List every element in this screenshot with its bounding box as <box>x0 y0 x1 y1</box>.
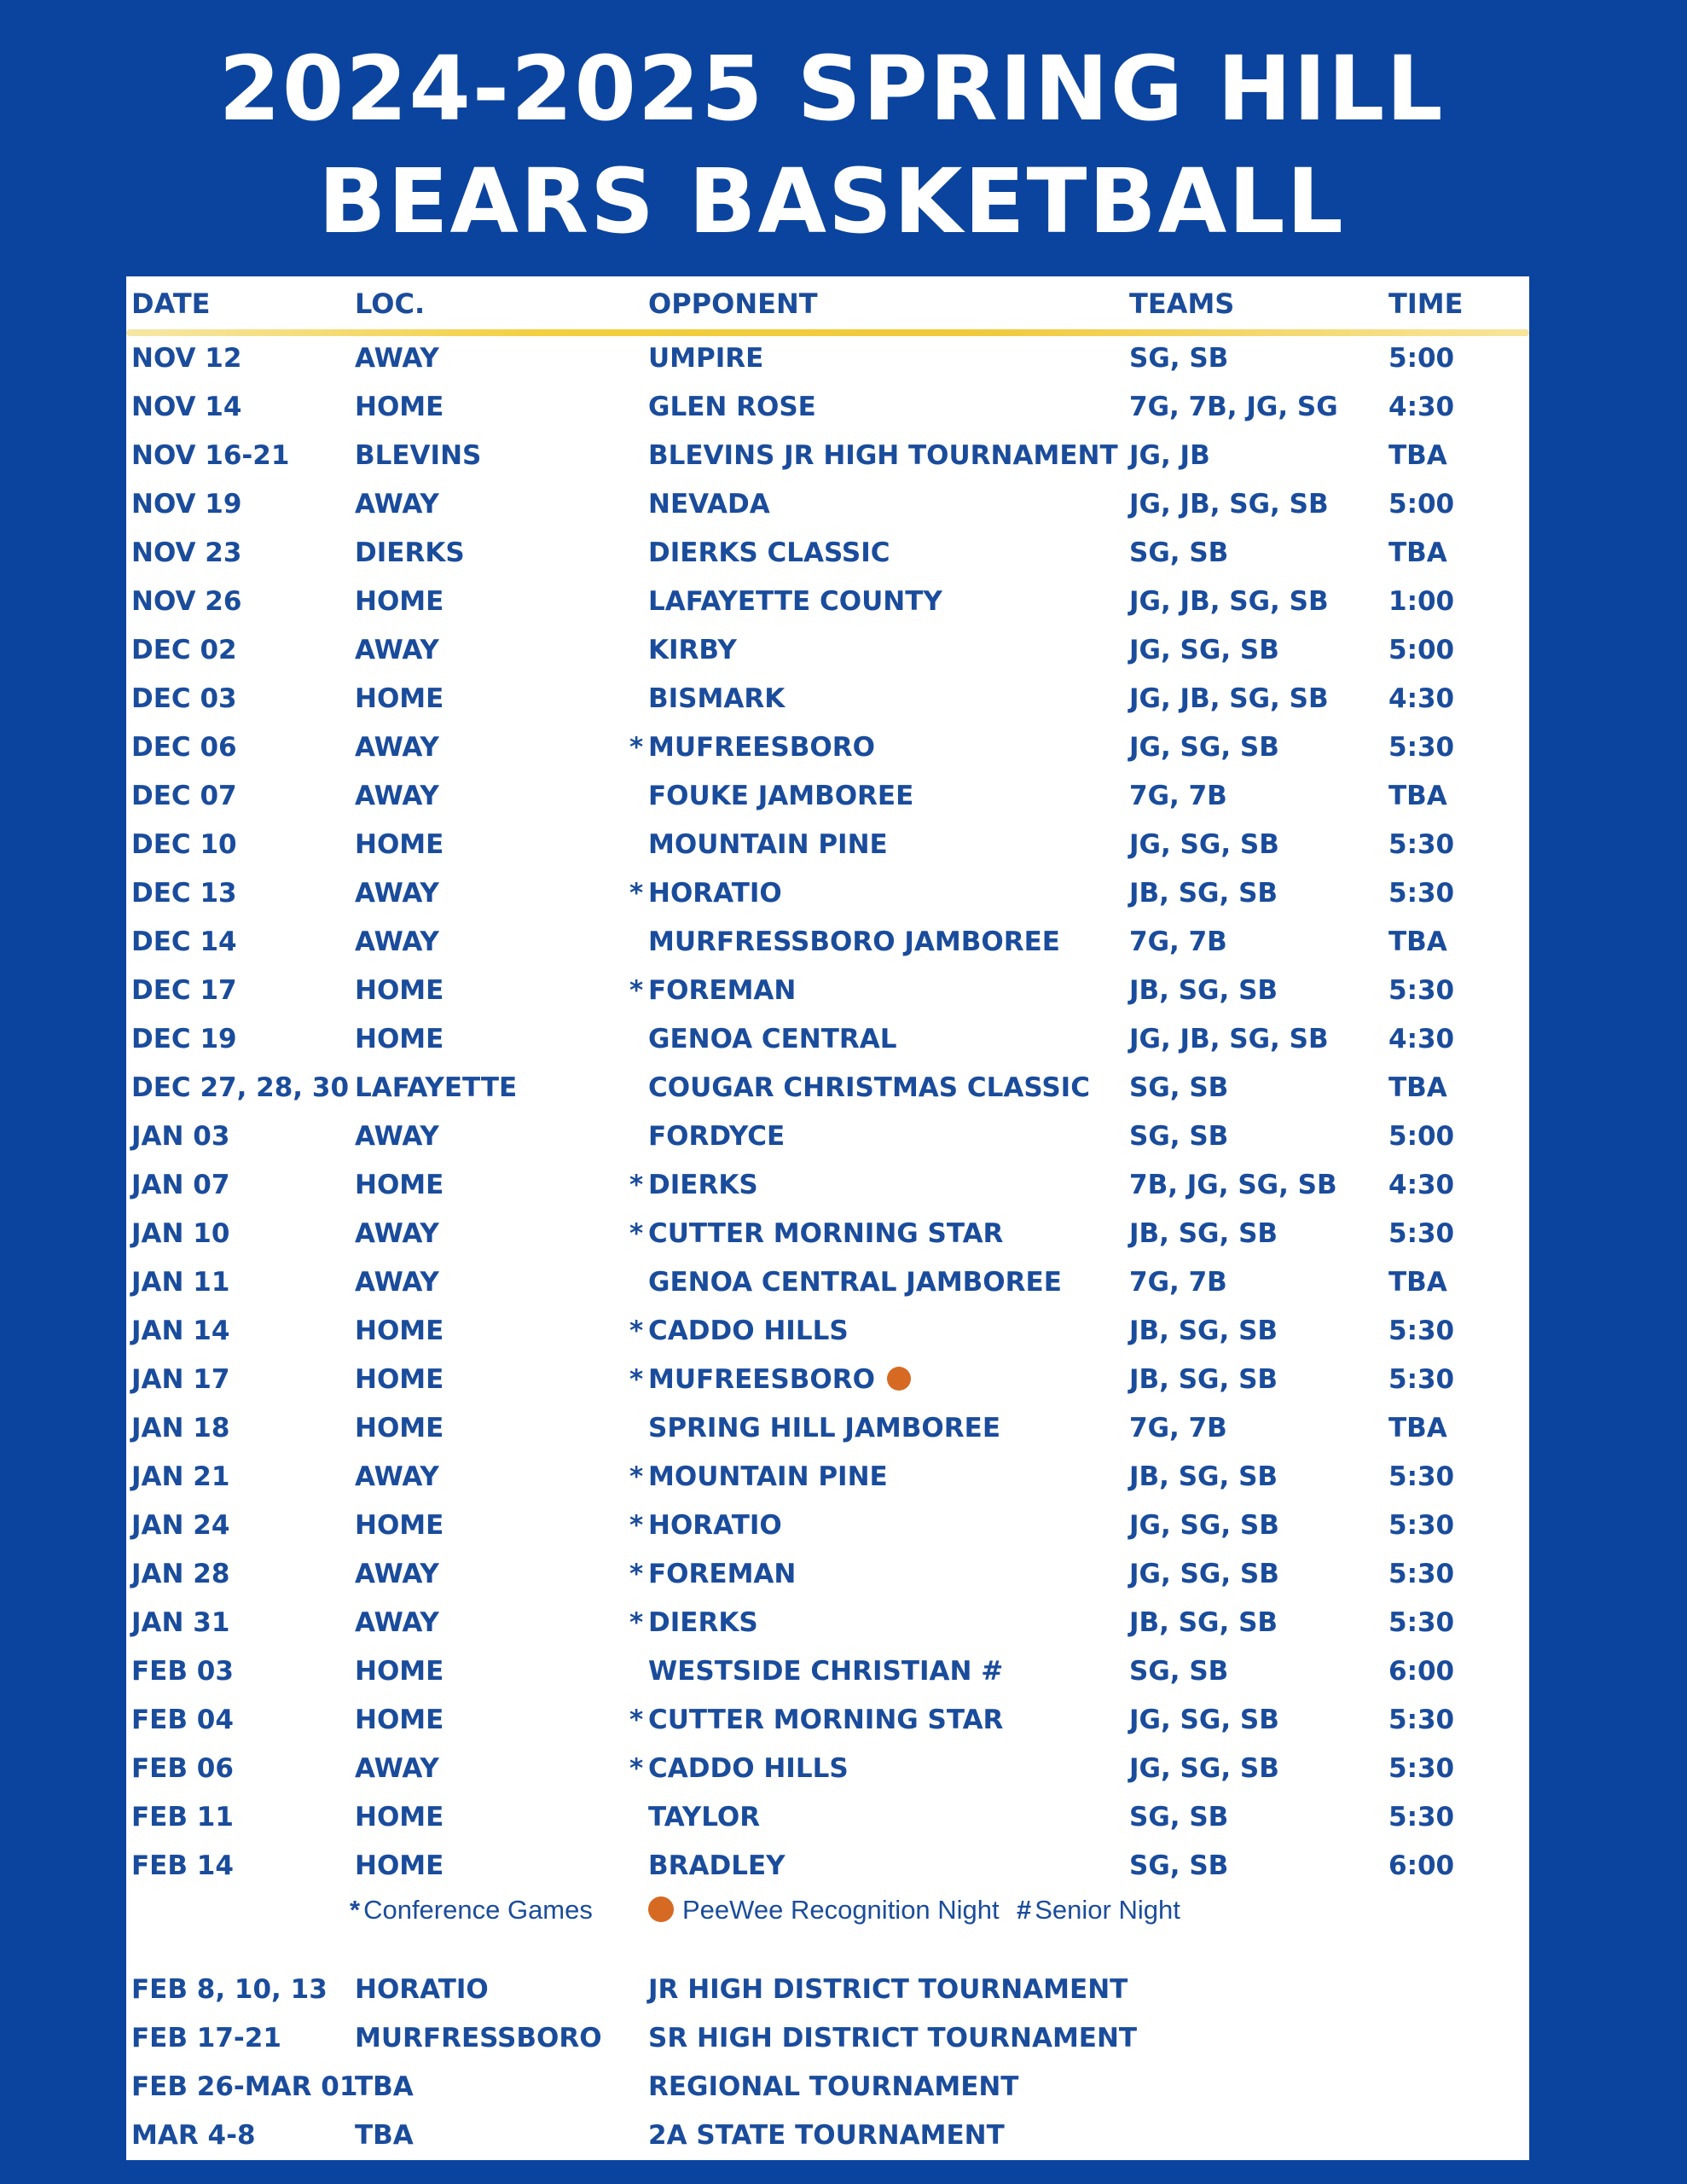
table-row <box>126 918 1529 967</box>
tournament-date: FEB 8, 10, 13 <box>131 1974 328 2005</box>
conference-mark: * <box>629 1559 644 1589</box>
conference-mark: * <box>629 878 644 909</box>
game-location: AWAY <box>355 1267 439 1298</box>
tournament-location: MURFRESSBORO <box>355 2023 602 2053</box>
game-date: NOV 12 <box>131 343 242 374</box>
game-opponent <box>629 1696 1003 1745</box>
table-row <box>126 334 1529 383</box>
game-location: AWAY <box>355 1559 439 1589</box>
game-teams: SG, SB <box>1129 343 1229 374</box>
game-opponent-name: KIRBY <box>648 635 737 665</box>
conference-mark: * <box>629 1364 644 1395</box>
game-location: BLEVINS <box>355 440 482 471</box>
game-time: 5:30 <box>1388 1753 1455 1784</box>
game-time: 5:30 <box>1388 732 1455 763</box>
game-opponent-name: MUFREESBORO <box>648 732 875 763</box>
game-date: JAN 14 <box>131 1316 230 1346</box>
table-row <box>126 1550 1529 1599</box>
game-time: 5:00 <box>1388 1121 1455 1152</box>
game-date: DEC 13 <box>131 878 237 909</box>
game-time: 5:30 <box>1388 1559 1455 1589</box>
table-row <box>126 1745 1529 1793</box>
tournament-location: TBA <box>355 2120 414 2151</box>
table-row <box>126 967 1529 1015</box>
table-row <box>126 578 1529 626</box>
game-opponent <box>629 578 942 626</box>
game-teams: JG, SG, SB <box>1129 829 1279 860</box>
game-location: AWAY <box>355 343 439 374</box>
game-location: AWAY <box>355 781 439 811</box>
game-time: 5:30 <box>1388 829 1455 860</box>
game-location: AWAY <box>355 926 439 957</box>
game-opponent <box>629 1258 1062 1307</box>
game-location: HOME <box>355 1364 444 1395</box>
legend-peewee-label: PeeWee Recognition Night <box>682 1895 1000 1925</box>
table-row <box>126 1258 1529 1307</box>
game-time: TBA <box>1388 1267 1447 1298</box>
game-location: AWAY <box>355 732 439 763</box>
game-opponent <box>629 967 796 1015</box>
senior-mark: # <box>1017 1895 1032 1925</box>
tournament-row <box>126 2063 1529 2111</box>
game-opponent-name: FOREMAN <box>648 1559 797 1589</box>
game-opponent-name: MOUNTAIN PINE <box>648 1461 888 1492</box>
game-opponent-name: CADDO HILLS <box>648 1316 849 1346</box>
title-line-2: BEARS BASKETBALL <box>318 149 1345 253</box>
game-opponent-name: WESTSIDE CHRISTIAN # <box>648 1656 1004 1687</box>
table-row <box>126 1696 1529 1745</box>
game-location: HOME <box>355 1316 444 1346</box>
table-row <box>126 1210 1529 1258</box>
schedule-card <box>126 276 1529 2160</box>
game-opponent <box>629 1161 758 1210</box>
table-row <box>126 1599 1529 1647</box>
game-opponent-name: CUTTER MORNING STAR <box>648 1218 1004 1249</box>
game-opponent <box>629 869 782 918</box>
game-opponent <box>629 432 1118 480</box>
game-opponent <box>629 1307 849 1356</box>
game-teams: JB, SG, SB <box>1129 1461 1278 1492</box>
conference-mark: * <box>629 1316 644 1346</box>
header-location: LOC. <box>355 288 426 320</box>
game-teams: JG, SG, SB <box>1129 1705 1279 1735</box>
game-opponent <box>629 821 888 869</box>
table-row <box>126 432 1529 480</box>
game-teams: SG, SB <box>1129 1850 1229 1881</box>
game-teams: JB, SG, SB <box>1129 1607 1278 1638</box>
game-date: JAN 03 <box>131 1121 230 1152</box>
tournament-name: 2A STATE TOURNAMENT <box>648 2120 1005 2151</box>
game-opponent-name: CADDO HILLS <box>648 1753 849 1784</box>
title-line-1: 2024-2025 SPRING HILL <box>218 37 1445 141</box>
game-location: AWAY <box>355 1461 439 1492</box>
game-location: AWAY <box>355 1607 439 1638</box>
header-teams: TEAMS <box>1129 288 1235 320</box>
page-title <box>0 32 1663 258</box>
basketball-icon <box>648 1896 674 1922</box>
game-teams: JG, JB, SG, SB <box>1129 489 1329 520</box>
game-location: HOME <box>355 1413 444 1443</box>
conference-mark: * <box>629 1218 644 1249</box>
game-opponent-name: BLEVINS JR HIGH TOURNAMENT <box>648 440 1118 471</box>
table-row <box>126 383 1529 432</box>
game-date: FEB 14 <box>131 1850 234 1881</box>
game-location: AWAY <box>355 1753 439 1784</box>
game-location: HOME <box>355 975 444 1006</box>
game-time: 5:30 <box>1388 1607 1455 1638</box>
game-opponent <box>629 1599 758 1647</box>
table-row <box>126 529 1529 578</box>
game-location: HOME <box>355 1802 444 1833</box>
game-date: JAN 11 <box>131 1267 230 1298</box>
game-opponent <box>629 1793 760 1842</box>
game-date: DEC 02 <box>131 635 237 665</box>
game-date: JAN 24 <box>131 1510 230 1541</box>
game-opponent-name: FOUKE JAMBOREE <box>648 781 914 811</box>
table-row <box>126 1793 1529 1842</box>
table-row <box>126 772 1529 821</box>
game-opponent <box>629 1112 785 1161</box>
basketball-icon <box>887 1367 911 1391</box>
game-date: NOV 23 <box>131 537 242 568</box>
game-teams: JB, SG, SB <box>1129 878 1278 909</box>
table-row <box>126 869 1529 918</box>
game-teams: SG, SB <box>1129 537 1229 568</box>
legend-conference-label: Conference Games <box>363 1895 593 1925</box>
game-opponent <box>629 529 890 578</box>
game-teams: 7G, 7B <box>1129 1413 1227 1443</box>
game-opponent-name: MUFREESBORO <box>648 1364 875 1395</box>
game-teams: 7G, 7B <box>1129 781 1227 811</box>
game-time: TBA <box>1388 1413 1447 1443</box>
game-date: NOV 16-21 <box>131 440 290 471</box>
game-date: DEC 27, 28, 30 <box>131 1072 350 1103</box>
game-time: TBA <box>1388 440 1447 471</box>
conference-mark: * <box>629 1753 644 1784</box>
game-teams: JG, JB <box>1129 440 1210 471</box>
table-row <box>126 1015 1529 1064</box>
game-opponent-name: FOREMAN <box>648 975 797 1006</box>
table-row <box>126 1112 1529 1161</box>
table-row <box>126 1064 1529 1112</box>
game-date: JAN 28 <box>131 1559 230 1589</box>
game-opponent <box>629 1842 786 1891</box>
conference-mark: * <box>629 1510 644 1541</box>
game-opponent <box>629 1647 1003 1696</box>
game-location: LAFAYETTE <box>355 1072 518 1103</box>
table-row <box>126 1161 1529 1210</box>
game-time: 5:30 <box>1388 1510 1455 1541</box>
game-time: 1:00 <box>1388 586 1455 617</box>
schedule-header-row <box>126 280 1529 328</box>
header-time: TIME <box>1388 288 1464 320</box>
game-opponent-name: GENOA CENTRAL <box>648 1024 897 1054</box>
game-date: DEC 19 <box>131 1024 237 1054</box>
game-opponent-name: DIERKS <box>648 1607 758 1638</box>
game-teams: JG, SG, SB <box>1129 635 1279 665</box>
game-opponent <box>629 1550 796 1599</box>
game-teams: JG, SG, SB <box>1129 732 1279 763</box>
game-date: NOV 19 <box>131 489 242 520</box>
game-date: FEB 11 <box>131 1802 234 1833</box>
table-row <box>126 1842 1529 1891</box>
game-location: HOME <box>355 683 444 714</box>
game-teams: 7B, JG, SG, SB <box>1129 1170 1337 1200</box>
game-location: AWAY <box>355 878 439 909</box>
table-row <box>126 626 1529 675</box>
table-row <box>126 480 1529 529</box>
game-date: JAN 17 <box>131 1364 230 1395</box>
legend-conference <box>350 1889 593 1931</box>
game-time: 5:30 <box>1388 1802 1455 1833</box>
game-teams: 7G, 7B <box>1129 926 1227 957</box>
game-time: 5:30 <box>1388 975 1455 1006</box>
game-time: 5:30 <box>1388 878 1455 909</box>
game-opponent-name: DIERKS CLASSIC <box>648 537 890 568</box>
game-location: HOME <box>355 1705 444 1735</box>
game-opponent <box>629 675 785 723</box>
tournament-name: JR HIGH DISTRICT TOURNAMENT <box>648 1974 1128 2005</box>
tournament-date: FEB 17-21 <box>131 2023 281 2053</box>
game-time: 5:00 <box>1388 489 1455 520</box>
tournament-date: FEB 26-MAR 01 <box>131 2071 358 2102</box>
game-time: TBA <box>1388 1072 1447 1103</box>
conference-mark: * <box>629 732 644 763</box>
game-opponent-name: MURFRESSBORO JAMBOREE <box>648 926 1060 957</box>
game-date: JAN 07 <box>131 1170 230 1200</box>
game-opponent-name: BISMARK <box>648 683 786 714</box>
game-location: HOME <box>355 1510 444 1541</box>
game-opponent-name: GLEN ROSE <box>648 392 816 422</box>
legend-senior <box>1017 1889 1180 1931</box>
game-time: TBA <box>1388 781 1447 811</box>
game-location: HOME <box>355 1656 444 1687</box>
game-time: TBA <box>1388 537 1447 568</box>
game-time: 5:00 <box>1388 343 1455 374</box>
game-opponent-name: HORATIO <box>648 878 782 909</box>
game-teams: JG, JB, SG, SB <box>1129 586 1329 617</box>
game-location: HOME <box>355 1024 444 1054</box>
table-row <box>126 1502 1529 1550</box>
game-location: AWAY <box>355 1121 439 1152</box>
game-time: 5:30 <box>1388 1364 1455 1395</box>
game-teams: SG, SB <box>1129 1802 1229 1833</box>
table-row <box>126 723 1529 772</box>
game-teams: JG, SG, SB <box>1129 1559 1279 1589</box>
game-location: AWAY <box>355 635 439 665</box>
game-teams: JB, SG, SB <box>1129 1218 1278 1249</box>
game-location: AWAY <box>355 489 439 520</box>
game-date: JAN 10 <box>131 1218 230 1249</box>
game-opponent-name: SPRING HILL JAMBOREE <box>648 1413 1000 1443</box>
game-opponent-name: CUTTER MORNING STAR <box>648 1705 1004 1735</box>
game-opponent-name: MOUNTAIN PINE <box>648 829 888 860</box>
tournament-date: MAR 4-8 <box>131 2120 256 2151</box>
game-opponent <box>629 1064 1090 1112</box>
header-opponent: OPPONENT <box>648 288 818 320</box>
game-opponent-name: BRADLEY <box>648 1850 786 1881</box>
game-date: NOV 26 <box>131 586 242 617</box>
game-date: DEC 10 <box>131 829 237 860</box>
header-date: DATE <box>131 288 211 320</box>
conference-mark: * <box>629 1170 644 1200</box>
game-date: DEC 17 <box>131 975 237 1006</box>
game-opponent <box>629 626 737 675</box>
table-row <box>126 675 1529 723</box>
game-teams: JB, SG, SB <box>1129 975 1278 1006</box>
game-teams: 7G, 7B, JG, SG <box>1129 392 1338 422</box>
game-location: HOME <box>355 586 444 617</box>
game-time: TBA <box>1388 926 1447 957</box>
tournament-row <box>126 2014 1529 2063</box>
game-teams: JG, JB, SG, SB <box>1129 1024 1329 1054</box>
game-teams: JG, SG, SB <box>1129 1753 1279 1784</box>
conference-mark: * <box>350 1895 361 1925</box>
game-opponent-name: GENOA CENTRAL JAMBOREE <box>648 1267 1062 1298</box>
game-opponent <box>629 1453 888 1502</box>
game-date: DEC 14 <box>131 926 237 957</box>
table-row <box>126 1404 1529 1453</box>
game-opponent <box>629 480 770 529</box>
game-opponent <box>629 918 1060 967</box>
legend-senior-label: Senior Night <box>1035 1895 1180 1925</box>
game-date: JAN 21 <box>131 1461 230 1492</box>
game-teams: JB, SG, SB <box>1129 1364 1278 1395</box>
conference-mark: * <box>629 1461 644 1492</box>
table-row <box>126 1356 1529 1404</box>
game-location: DIERKS <box>355 537 465 568</box>
tournament-location: TBA <box>355 2071 414 2102</box>
tournament-row <box>126 2111 1529 2160</box>
game-time: 4:30 <box>1388 1170 1455 1200</box>
game-time: 6:00 <box>1388 1850 1455 1881</box>
game-time: 5:30 <box>1388 1218 1455 1249</box>
game-opponent <box>629 1356 911 1404</box>
game-teams: SG, SB <box>1129 1072 1229 1103</box>
game-opponent-name: COUGAR CHRISTMAS CLASSIC <box>648 1072 1090 1103</box>
game-location: HOME <box>355 1170 444 1200</box>
game-opponent <box>629 334 763 383</box>
legend-peewee <box>648 1889 1000 1931</box>
game-opponent-name: UMPIRE <box>648 343 764 374</box>
game-time: 5:30 <box>1388 1705 1455 1735</box>
game-opponent-name: LAFAYETTE COUNTY <box>648 586 942 617</box>
game-time: 5:00 <box>1388 635 1455 665</box>
game-date: JAN 18 <box>131 1413 230 1443</box>
game-time: 5:30 <box>1388 1461 1455 1492</box>
table-row <box>126 1647 1529 1696</box>
game-teams: 7G, 7B <box>1129 1267 1227 1298</box>
game-time: 5:30 <box>1388 1316 1455 1346</box>
tournament-name: REGIONAL TOURNAMENT <box>648 2071 1019 2102</box>
game-opponent <box>629 772 913 821</box>
game-date: FEB 03 <box>131 1656 234 1687</box>
game-date: FEB 04 <box>131 1705 234 1735</box>
game-time: 4:30 <box>1388 1024 1455 1054</box>
game-opponent-name: NEVADA <box>648 489 770 520</box>
game-opponent-name: HORATIO <box>648 1510 782 1541</box>
game-date: DEC 03 <box>131 683 237 714</box>
game-teams: SG, SB <box>1129 1656 1229 1687</box>
game-location: HOME <box>355 1850 444 1881</box>
game-time: 4:30 <box>1388 392 1455 422</box>
tournament-row <box>126 1966 1529 2014</box>
game-date: DEC 06 <box>131 732 237 763</box>
game-date: DEC 07 <box>131 781 237 811</box>
conference-mark: * <box>629 1705 644 1735</box>
game-opponent <box>629 383 816 432</box>
game-time: 6:00 <box>1388 1656 1455 1687</box>
game-opponent <box>629 1015 897 1064</box>
game-opponent <box>629 1502 782 1550</box>
conference-mark: * <box>629 1607 644 1638</box>
game-location: AWAY <box>355 1218 439 1249</box>
table-row <box>126 1453 1529 1502</box>
game-opponent <box>629 1210 1003 1258</box>
game-teams: SG, SB <box>1129 1121 1229 1152</box>
game-location: HOME <box>355 829 444 860</box>
game-teams: JG, JB, SG, SB <box>1129 683 1329 714</box>
game-opponent-name: FORDYCE <box>648 1121 786 1152</box>
game-date: FEB 06 <box>131 1753 234 1784</box>
game-opponent <box>629 1745 849 1793</box>
game-date: JAN 31 <box>131 1607 230 1638</box>
table-row <box>126 1307 1529 1356</box>
table-row <box>126 821 1529 869</box>
game-opponent-name: DIERKS <box>648 1170 758 1200</box>
game-location: HOME <box>355 392 444 422</box>
game-teams: JB, SG, SB <box>1129 1316 1278 1346</box>
game-teams: JG, SG, SB <box>1129 1510 1279 1541</box>
game-date: NOV 14 <box>131 392 242 422</box>
game-opponent <box>629 1404 1000 1453</box>
tournament-name: SR HIGH DISTRICT TOURNAMENT <box>648 2023 1138 2053</box>
game-opponent-name: TAYLOR <box>648 1802 761 1833</box>
conference-mark: * <box>629 975 644 1006</box>
game-time: 4:30 <box>1388 683 1455 714</box>
tournament-location: HORATIO <box>355 1974 489 2005</box>
game-opponent <box>629 723 875 772</box>
